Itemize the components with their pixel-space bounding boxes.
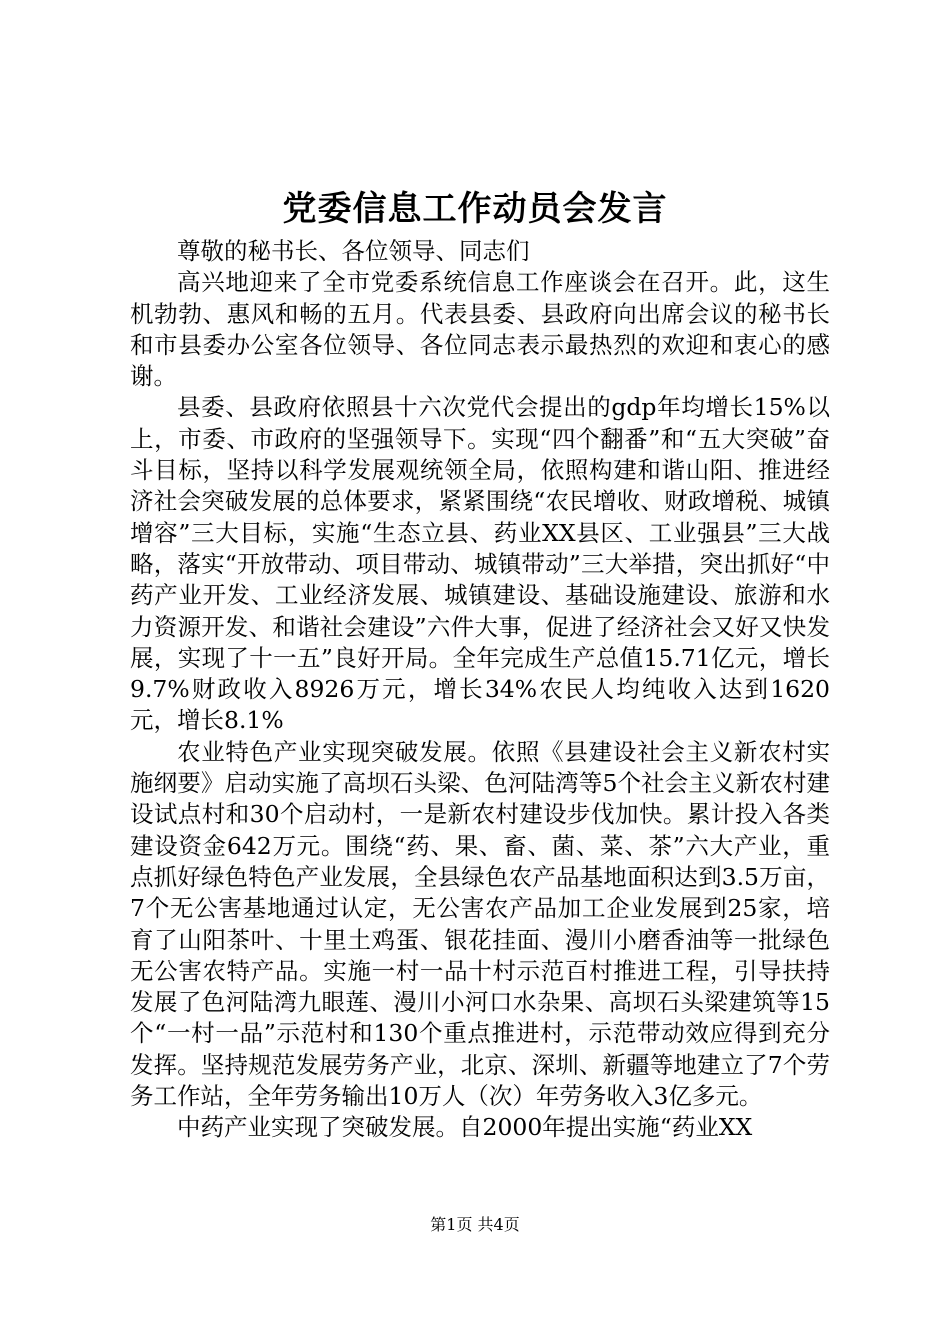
document-body bbox=[130, 236, 830, 1144]
page-number-footer: 第1页 共4页 bbox=[430, 1215, 520, 1234]
body-paragraph: 高兴地迎来了全市党委系统信息工作座谈会在召开。此，这生机勃勃、惠风和畅的五月。代表县委、县政府向出席会议的秘书长和市县委办公室各位领导、各位同志表示最热烈的欢迎和衷心的感谢。 bbox=[130, 268, 830, 391]
document-title: 党委信息工作动员会发言 bbox=[282, 189, 668, 229]
body-paragraph: 县委、县政府依照县十六次党代会提出的gdp年均增长15%以上，市委、市政府的坚强领导下。实现“四个翻番”和“五大突破”奋斗目标，坚持以科学发展观统领全局，依照构建和谐山阳、推进经济社会突破发展的总体要求，紧紧围绕“农民增收、财政增税、城镇增容”三大目标，实施“生态立县、药业XX县区、工业强县”三大战略，落实“开放带动、项目带动、城镇带动”三大举措，突出抓好“中药产业开发、工业经济发展、城镇建设、基础设施建设、旅游和水力资源开发、和谐社会建设”六件大事，促进了经济社会又好又快发展，实现了十一五”良好开局。全年完成生产总值15.71亿元，增长9.7%财政收入8926万元，增长34%农民人均纯收入达到1620元，增长8.1% bbox=[130, 393, 830, 735]
body-paragraph: 农业特色产业实现突破发展。依照《县建设社会主义新农村实施纲要》启动实施了高坝石头梁、色河陆湾等5个社会主义新农村建设试点村和30个启动村，一是新农村建设步伐加快。累计投入各类建设资金642万元。围绕“药、果、畜、菌、菜、茶”六大产业，重点抓好绿色特色产业发展，全县绿色农产品基地面积达到3.5万亩，7个无公害基地通过认定，无公害农产品加工企业发展到25家，培育了山阳茶叶、十里土鸡蛋、银花挂面、漫川小磨香油等一批绿色无公害农特产品。实施一村一品十村示范百村推进工程，引导扶持发展了色河陆湾九眼莲、漫川小河口水杂果、高坝石头梁建筑等15个“一村一品”示范村和130个重点推进村，示范带动效应得到充分发挥。坚持规范发展劳务产业，北京、深圳、新疆等地建立了7个劳务工作站，全年劳务输出10万人（次）年劳务收入3亿多元。 bbox=[130, 737, 830, 1111]
body-paragraph: 中药产业实现了突破发展。自2000年提出实施“药业XX bbox=[177, 1113, 753, 1142]
salutation-paragraph: 尊敬的秘书长、各位领导、同志们 bbox=[177, 237, 530, 265]
